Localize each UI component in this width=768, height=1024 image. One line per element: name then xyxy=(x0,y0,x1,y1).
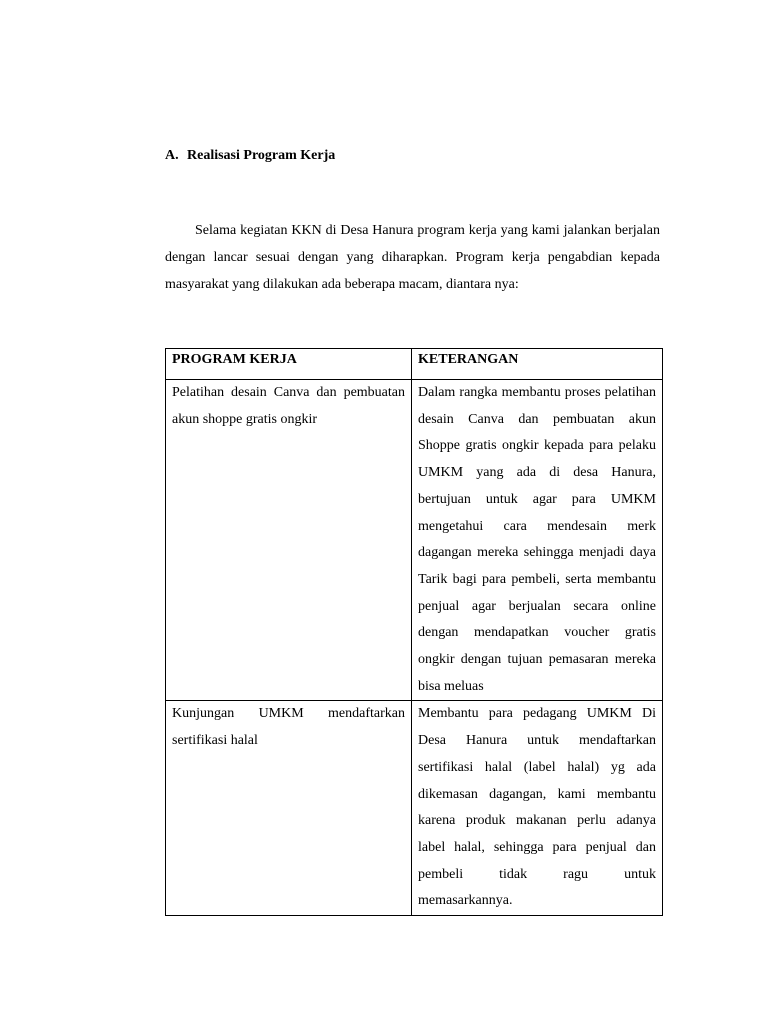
keterangan-cell: Dalam rangka membantu proses pelatihan desain Canva dan pembuatan akun Shoppe gratis ongkir kepada para pelaku UMKM yang ada di desa Hanura, bertujuan untuk agar para UMKM mengetahui cara mendesain merk dagangan mereka sehingga menjadi daya Tarik bagi para pembeli, serta membantu penjual agar berjualan secara online dengan mendapatkan voucher gratis ongkir dengan tujuan pemasaran mereka bisa meluas xyxy=(412,380,663,701)
keterangan-cell: Membantu para pedagang UMKM Di Desa Hanura untuk mendaftarkan sertifikasi halal (label halal) yg ada dikemasan dagangan, kami membantu karena produk makanan perlu adanya label halal, sehingga para penjual dan pembeli tidak ragu untuk memasarkannya. xyxy=(412,701,663,916)
header-keterangan: KETERANGAN xyxy=(412,349,663,380)
header-program-kerja: PROGRAM KERJA xyxy=(166,349,412,380)
program-cell: Kunjungan UMKM mendaftarkan sertifikasi halal xyxy=(166,701,412,916)
section-title: Realisasi Program Kerja xyxy=(187,148,336,163)
program-table xyxy=(165,348,663,916)
section-heading xyxy=(165,147,335,165)
intro-paragraph: Selama kegiatan KKN di Desa Hanura program kerja yang kami jalankan berjalan dengan lancar sesuai dengan yang diharapkan. Program kerja pengabdian kepada masyarakat yang dilakukan ada beberapa macam, diantara nya: xyxy=(165,223,660,292)
table-row xyxy=(166,380,663,701)
table-header-row xyxy=(166,349,663,380)
table-row xyxy=(166,701,663,916)
program-cell: Pelatihan desain Canva dan pembuatan akun shoppe gratis ongkir xyxy=(166,380,412,701)
section-marker: A. xyxy=(165,148,179,163)
